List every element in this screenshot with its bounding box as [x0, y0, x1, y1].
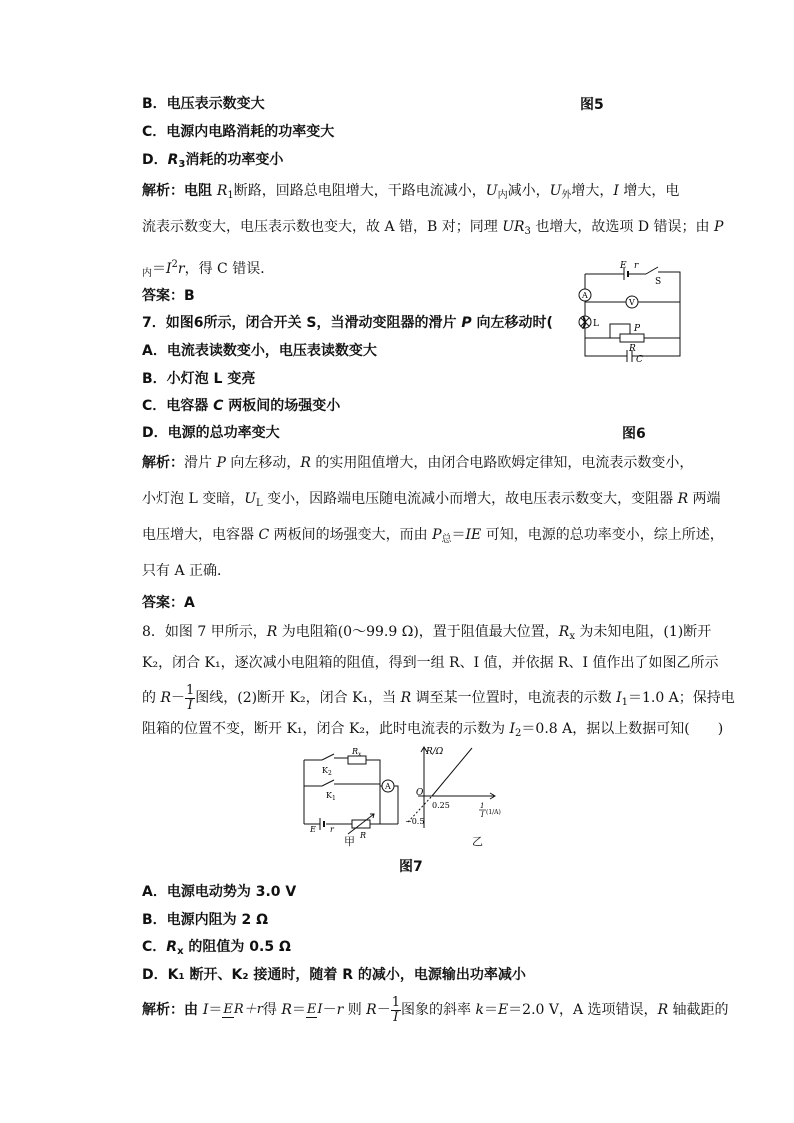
fig7-x-tick: 0.25 [432, 801, 450, 810]
fig7-jia-label: 甲 [344, 835, 355, 848]
q7-stem: 7．如图6所示，闭合开关 S，当滑动变阻器的滑片 P 向左移动时( ) [142, 315, 588, 331]
fig7-y-tick: −0.5 [405, 817, 425, 826]
q6-option-b: B．电压表示数变大 [142, 96, 265, 112]
q8-line-3: 的 R－ $\frac{1}{I}$图线，(2)断开 K₂，闭合 K₁，当 R 调至某一位置时，电流表的示数 $I_1=1.0$ A；保持电 [142, 682, 735, 713]
figure-7-yi-graph [404, 744, 501, 834]
q7-option-a: A．电流表读数变小，电压表读数变大 [142, 343, 377, 359]
fig7-origin-label: O [416, 788, 424, 798]
fig7-label-rx: $R_x$ [352, 747, 362, 758]
q7-analysis-line-4: 只有 A 正确． [142, 563, 232, 579]
q8-option-c: C．$R_x$ 的阻值为 0.5 Ω [142, 939, 291, 957]
fig6-label-s: S [655, 277, 662, 287]
fig7-x-axis-unit: (1/A) [486, 809, 501, 816]
fig7-x-axis-num: 1 [480, 802, 485, 810]
fig7-label-r: r [330, 825, 334, 834]
figure-7-jia-circuit [296, 746, 406, 846]
q6-answer: 答案：B [142, 288, 195, 304]
fig6-label-r: r [634, 261, 639, 271]
fig7-ammeter-label: A [385, 782, 391, 791]
q7-option-b: B．小灯泡 L 变亮 [142, 371, 256, 387]
fig7-caption: 图7 [399, 859, 423, 875]
fig7-label-k2: $K_2$ [322, 766, 332, 777]
fig6-label-p: P [634, 324, 641, 334]
q6-analysis-line-2: 流表示数变大，电压表示数也变大，故 A 错，B 对；同理 $UR_3$ 也增大，故选项 D 错误；由 P [142, 219, 724, 237]
fig7-label-rr: R [360, 831, 367, 840]
q7-option-c: C．电容器 C 两板间的场强变小 [142, 398, 341, 414]
fig7-y-axis-label: R/Ω [426, 747, 444, 757]
q6-analysis-line-1: 解析：电阻 $R_1$断路，回路总电阻增大，干路电流减小，$U_内$减小，$U_外$增大，I 增大，电 [142, 183, 680, 201]
fig6-label-l: L [593, 319, 599, 329]
q6-option-d: D．$R_3$消耗的功率变小 [142, 152, 284, 170]
q7-analysis-line-3: 电压增大，电容器 C 两板间的场强变大，而由 $P_总=IE$ 可知，电源的总功率变小，综上所述， [142, 527, 724, 545]
fig7-yi-label: 乙 [472, 835, 483, 848]
fig7-label-e: E [310, 825, 316, 834]
q8-option-b: B．电源内阻为 2 Ω [142, 912, 269, 928]
q8-analysis-line-1: 解析：由 I＝ER＋r得 R＝EI－r 则 R－ $\frac{1}{I}$图象的斜率 k＝E＝2.0 V，A 选项错误，R 轴截距的 [142, 994, 729, 1025]
fig6-label-r-rheostat: R [629, 344, 636, 354]
fig7-x-axis-den: I [481, 811, 484, 819]
figure-6-circuit [572, 258, 687, 370]
q7-option-d: D．电源的总功率变大 [142, 425, 280, 441]
fig7-label-k1: $K_1$ [326, 791, 336, 802]
q8-option-d: D．K₁ 断开、K₂ 接通时，随着 R 的减小，电源输出功率减小 [142, 967, 526, 983]
q6-analysis-line-3: $_内=I^2r$，得 C 错误． [142, 259, 275, 279]
fig5-caption: 图5 [580, 97, 604, 113]
q8-line-1: 8．如图 7 甲所示，R 为电阻箱(0～99.9 Ω)，置于阻值最大位置，$R_x$ 为未知电阻，(1)断开 [142, 624, 712, 642]
q8-option-a: A．电源电动势为 3.0 V [142, 884, 297, 900]
fig6-ammeter-label: A [582, 291, 588, 300]
q8-line-4: 阻箱的位置不变，断开 K₁，闭合 K₂，此时电流表的示数为 $I_2=0.8$ A，据以上数据可知( ) [142, 721, 724, 739]
fig6-label-e: E [620, 261, 627, 271]
q7-analysis-line-2: 小灯泡 L 变暗，$U_L$ 变小，因路端电压随电流减小而增大，故电压表示数变大，变阻器 R 两端 [142, 491, 721, 509]
q7-answer: 答案：A [142, 595, 195, 611]
q7-analysis-line-1: 解析：滑片 P 向左移动，R 的实用阻值增大，由闭合电路欧姆定律知，电流表示数变小， [142, 455, 694, 471]
q8-line-2: K₂，闭合 K₁，逐次减小电阻箱的阻值，得到一组 R、I 值，并依据 R、I 值作出了如图乙所示 [142, 655, 719, 671]
fig6-voltmeter-label: V [629, 298, 635, 307]
fig6-caption: 图6 [622, 426, 646, 442]
fig6-label-c: C [636, 355, 643, 365]
q6-option-c: C．电源内电路消耗的功率变大 [142, 124, 335, 140]
